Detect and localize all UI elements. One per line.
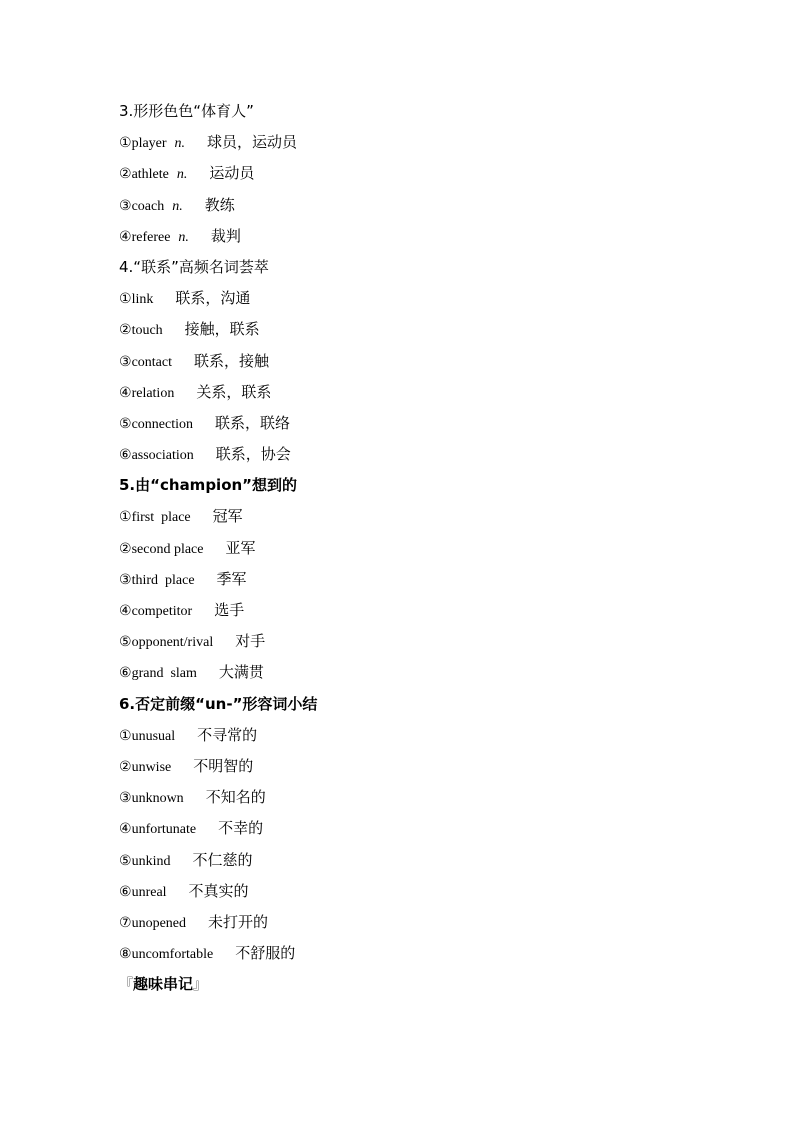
item-number: ③	[119, 197, 132, 214]
english-word: connection	[131, 416, 193, 432]
vocab-item	[119, 595, 719, 626]
part-of-speech: n.	[172, 198, 183, 214]
part-of-speech: n.	[178, 229, 189, 245]
item-number: ②	[119, 322, 132, 339]
english-word: uncomfortable	[131, 947, 214, 963]
english-word: unopened	[131, 915, 186, 931]
open-bracket: 『	[119, 977, 133, 994]
vocab-item	[119, 221, 719, 252]
section-heading	[119, 252, 719, 283]
vocab-item	[119, 158, 719, 189]
vocab-item	[119, 813, 719, 844]
item-number: ⑥	[119, 447, 132, 464]
chinese-meaning: 不明智的	[193, 756, 254, 775]
item-number: ④	[119, 821, 132, 838]
item-number: ⑥	[119, 665, 132, 682]
vocab-item	[119, 907, 719, 938]
english-word: grand slam	[131, 666, 197, 682]
vocab-item	[119, 938, 719, 969]
chinese-meaning: 联系，联络	[214, 413, 290, 432]
english-word: unfortunate	[131, 822, 197, 838]
section-heading-text: 6.否定前缀“un-”形容词小结	[119, 694, 318, 713]
section-heading-text: 4.“联系”高频名词荟萃	[119, 257, 269, 276]
vocab-item	[119, 657, 719, 688]
chinese-meaning: 教练	[204, 195, 235, 214]
item-number: ④	[119, 384, 132, 401]
item-number: ①	[119, 291, 132, 308]
chinese-meaning: 运动员	[209, 164, 255, 183]
english-word: relation	[131, 385, 175, 401]
chinese-meaning: 不寻常的	[197, 725, 258, 744]
vocab-item	[119, 283, 719, 314]
vocab-item	[119, 377, 719, 408]
english-word: opponent/rival	[131, 635, 214, 651]
english-word: referee	[131, 229, 171, 245]
chinese-meaning: 选手	[214, 601, 245, 619]
item-number: ②	[119, 166, 132, 183]
english-word: unwise	[131, 759, 172, 775]
english-word: first place	[131, 510, 191, 526]
item-number: ②	[119, 540, 132, 557]
chinese-meaning: 不知名的	[205, 788, 266, 807]
vocabulary-page	[119, 96, 719, 1000]
chinese-meaning: 大满贯	[218, 663, 264, 682]
fun-memory-heading	[119, 969, 719, 1000]
vocab-item	[119, 501, 719, 532]
english-word: third place	[131, 572, 195, 588]
item-number: ⑧	[119, 946, 132, 963]
item-number: ⑤	[119, 634, 132, 651]
item-number: ⑥	[119, 883, 132, 900]
english-word: association	[131, 448, 194, 464]
chinese-meaning: 冠军	[212, 507, 243, 526]
chinese-meaning: 对手	[235, 632, 266, 651]
vocab-item	[119, 533, 719, 564]
vocab-item	[119, 314, 719, 345]
chinese-meaning: 不幸的	[218, 819, 264, 838]
vocab-item	[119, 346, 719, 377]
vocab-item	[119, 439, 719, 470]
vocabulary-sections	[119, 96, 719, 969]
vocab-item	[119, 876, 719, 907]
chinese-meaning: 亚军	[225, 538, 256, 557]
chinese-meaning: 不仁慈的	[192, 850, 253, 869]
item-number: ④	[119, 603, 132, 619]
item-number: ⑦	[119, 914, 132, 931]
item-number: ②	[119, 758, 132, 775]
item-number: ③	[119, 571, 132, 588]
vocab-item	[119, 127, 719, 158]
english-word: contact	[131, 354, 172, 370]
vocab-item	[119, 626, 719, 657]
item-number: ①	[119, 509, 132, 526]
vocab-item	[119, 720, 719, 751]
chinese-meaning: 联系，协会	[215, 445, 291, 464]
chinese-meaning: 未打开的	[208, 912, 269, 931]
chinese-meaning: 接触，联系	[184, 320, 260, 339]
item-number: ①	[119, 727, 132, 744]
chinese-meaning: 不真实的	[188, 881, 249, 900]
chinese-meaning: 不舒服的	[235, 944, 296, 963]
section-heading	[119, 689, 719, 720]
part-of-speech: n.	[174, 136, 186, 152]
part-of-speech: n.	[176, 167, 188, 183]
section-heading-text: 3.形形色色“体育人”	[119, 102, 254, 120]
item-number: ④	[119, 228, 132, 245]
english-word: second place	[131, 541, 204, 557]
english-word: unusual	[131, 728, 176, 744]
item-number: ⑤	[119, 415, 132, 432]
section-heading	[119, 96, 719, 127]
chinese-meaning: 关系，联系	[196, 382, 272, 401]
item-number: ①	[119, 135, 132, 152]
english-word: unreal	[131, 884, 167, 900]
english-word: link	[131, 292, 154, 308]
close-bracket: 』	[193, 977, 208, 994]
vocab-item	[119, 751, 719, 782]
section-heading	[119, 470, 719, 501]
vocab-item	[119, 564, 719, 595]
vocab-item	[119, 845, 719, 876]
chinese-meaning: 裁判	[210, 226, 241, 245]
chinese-meaning: 球员，运动员	[207, 133, 298, 152]
vocab-item	[119, 782, 719, 813]
chinese-meaning: 联系，沟通	[175, 289, 251, 308]
vocab-item	[119, 408, 719, 439]
item-number: ③	[119, 353, 132, 370]
english-word: unknown	[131, 791, 184, 807]
english-word: unkind	[131, 853, 171, 869]
english-word: athlete	[131, 167, 169, 183]
english-word: player	[131, 136, 167, 152]
chinese-meaning: 联系，接触	[193, 351, 269, 370]
chinese-meaning: 季军	[216, 569, 247, 588]
vocab-item	[119, 190, 719, 221]
english-word: coach	[131, 198, 165, 214]
fun-memory-label: 趣味串记	[133, 975, 194, 994]
item-number: ⑤	[119, 852, 132, 869]
section-heading-text: 5.由“champion”想到的	[119, 476, 298, 495]
english-word: competitor	[131, 604, 193, 619]
item-number: ③	[119, 790, 132, 807]
english-word: touch	[131, 323, 163, 339]
